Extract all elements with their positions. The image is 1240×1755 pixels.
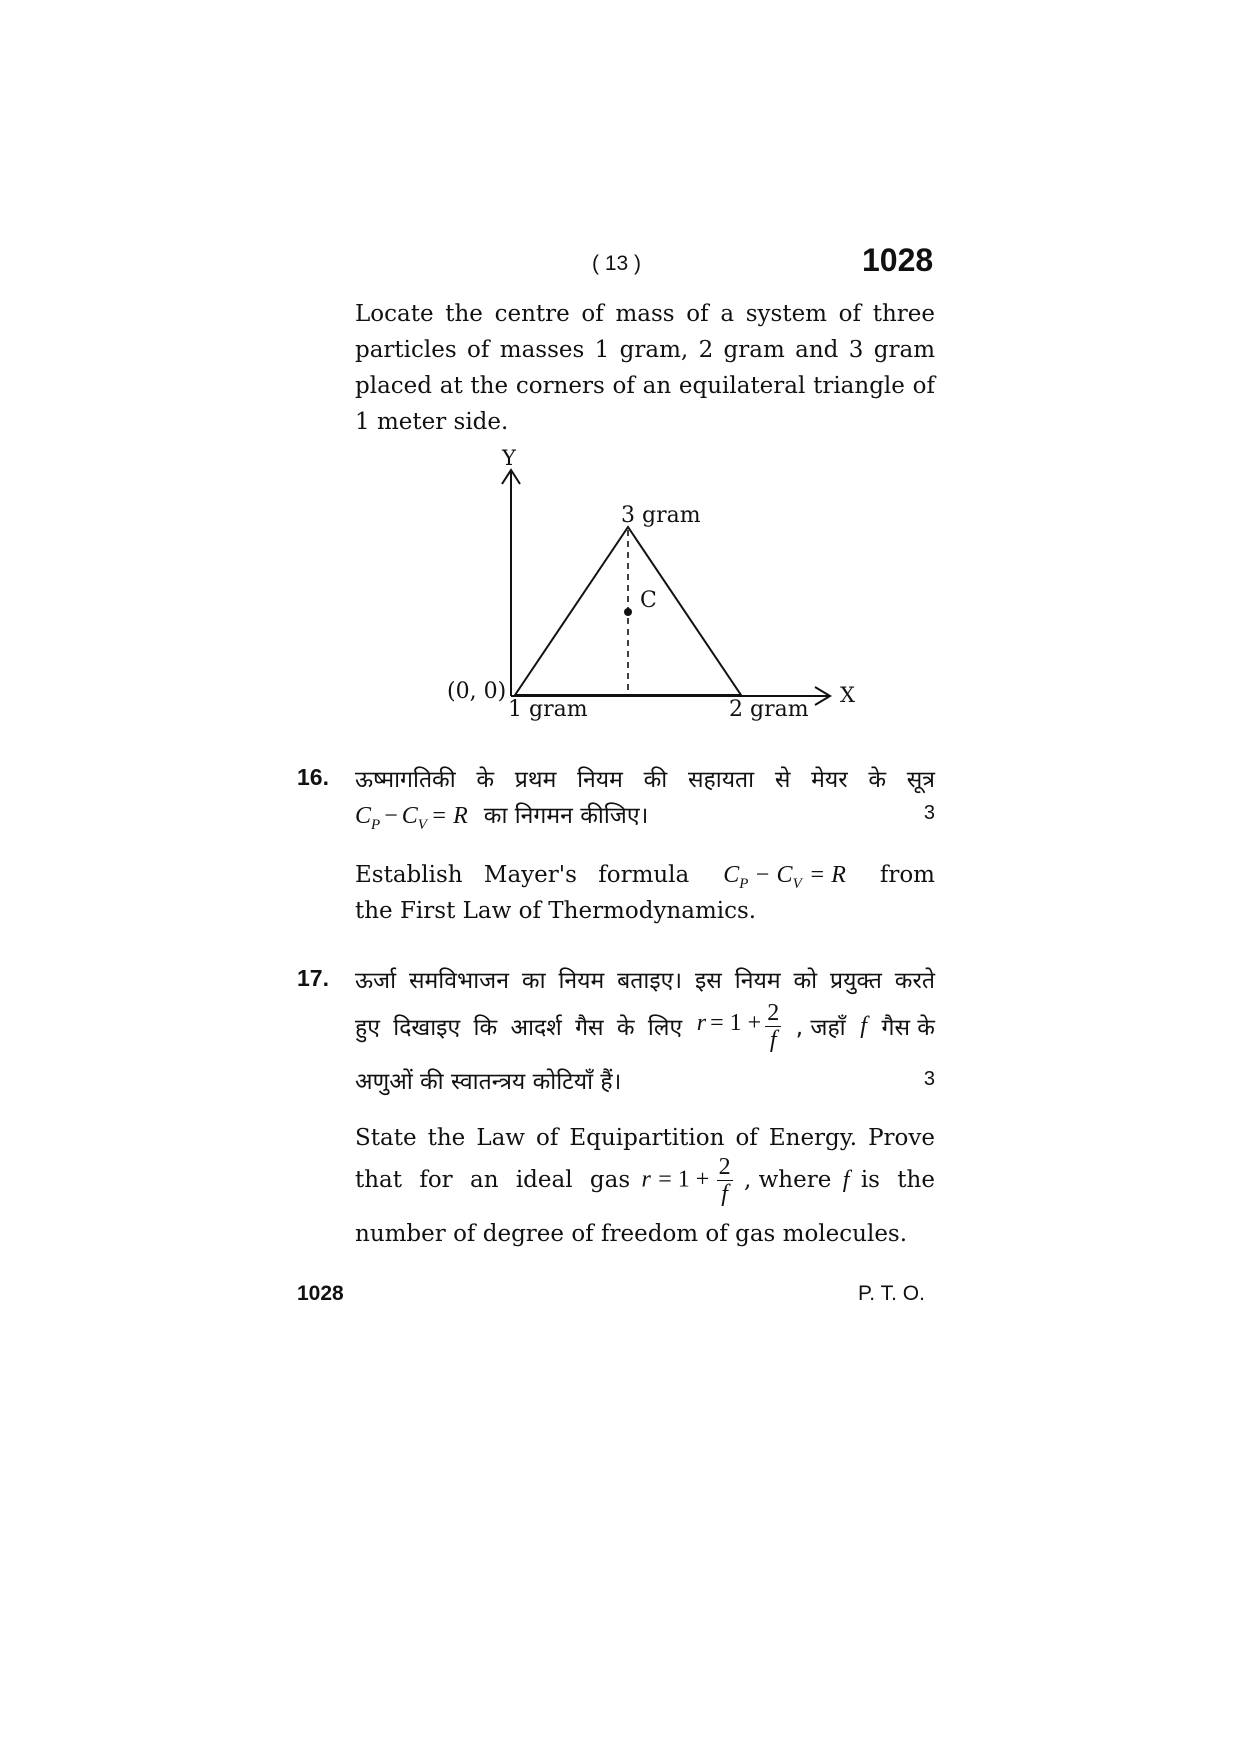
q17-hindi-suffix: गैस के	[881, 1015, 935, 1041]
q17-hindi-line-2	[355, 996, 935, 1056]
q15-line-3: placed at the corners of an equilateral triangle of	[355, 373, 935, 399]
right-mass-label: 2 gram	[729, 697, 809, 722]
q17-hindi-line-3	[355, 1064, 935, 1100]
q17-english-where: , where	[744, 1167, 832, 1193]
y-axis-label: Y	[502, 446, 516, 470]
q17-hindi-formula: r = 1 + $\frac{2}{f}$	[696, 999, 780, 1053]
q16-formula-cv: $C_V$	[401, 803, 427, 833]
page-number: ( 13 )	[592, 252, 642, 275]
q17-hindi-mid: , जहाँ	[795, 1015, 846, 1041]
q17-marks: 3	[923, 1068, 935, 1090]
q15-line-2: particles of masses 1 gram, 2 gram and 3 gram	[355, 337, 935, 363]
q17-english-line-2	[355, 1150, 935, 1210]
paper-code-footer: 1028	[297, 1282, 344, 1305]
paper-code-header: 1028	[862, 242, 934, 278]
triangle	[515, 527, 741, 695]
q16-formula-cp: $C_P$	[355, 803, 381, 833]
q17-hindi-line-3-text: अणुओं की स्वातन्त्रय कोटियाँ हैं।	[355, 1069, 622, 1095]
q17-hindi-prefix: हुए दिखाइए कि आदर्श गैस के लिए	[355, 1015, 683, 1041]
x-axis-arrow	[815, 687, 830, 705]
q16-english-formula: $C_P - C_V = R$	[723, 862, 846, 892]
q16-number: 16.	[297, 764, 329, 790]
left-mass-label: 1 gram	[508, 697, 588, 722]
centre-label: C	[640, 588, 657, 613]
q17-number: 17.	[297, 965, 329, 991]
x-axis-label: X	[840, 683, 855, 707]
origin-label: (0, 0)	[447, 679, 507, 704]
centre-point	[624, 608, 632, 616]
q17-english-end: is the	[860, 1167, 935, 1193]
q16-hindi-line-1: ऊष्मागतिकी के प्रथम नियम की सहायता से मेयर के सूत्र	[355, 767, 935, 793]
q17-english-prefix: that for an ideal gas	[355, 1167, 631, 1193]
y-axis-arrow	[502, 470, 520, 484]
q17-english-var-f: f	[842, 1167, 850, 1193]
q16-marks: 3	[923, 802, 935, 824]
q16-english-line-2: the First Law of Thermodynamics.	[355, 898, 757, 924]
q16-formula-eq-r: = R	[430, 803, 468, 829]
q16-english-prefix: Establish Mayer's formula	[355, 862, 690, 888]
q17-hindi-line-1: ऊर्जा समविभाजन का नियम बताइए। इस नियम को प्रयुक्त करते	[355, 968, 935, 994]
q17-english-line-1: State the Law of Equipartition of Energy. Prove	[355, 1125, 935, 1151]
q17-hindi-var-f: f	[860, 1012, 867, 1039]
q16-minus: −	[384, 803, 398, 829]
q16-hindi-line-2	[355, 798, 935, 834]
q15-line-1: Locate the centre of mass of a system of three	[355, 301, 935, 327]
q17-english-line-3: number of degree of freedom of gas molecules.	[355, 1221, 908, 1247]
q16-hindi-suffix: का निगमन कीजिए।	[483, 803, 649, 829]
q16-english-suffix: from	[879, 862, 935, 888]
top-mass-label: 3 gram	[621, 503, 701, 528]
q15-line-4: 1 meter side.	[355, 409, 509, 435]
q17-english-formula: r = 1 + $\frac{2}{f}$	[641, 1153, 731, 1207]
pto-label: P. T. O.	[858, 1282, 925, 1305]
